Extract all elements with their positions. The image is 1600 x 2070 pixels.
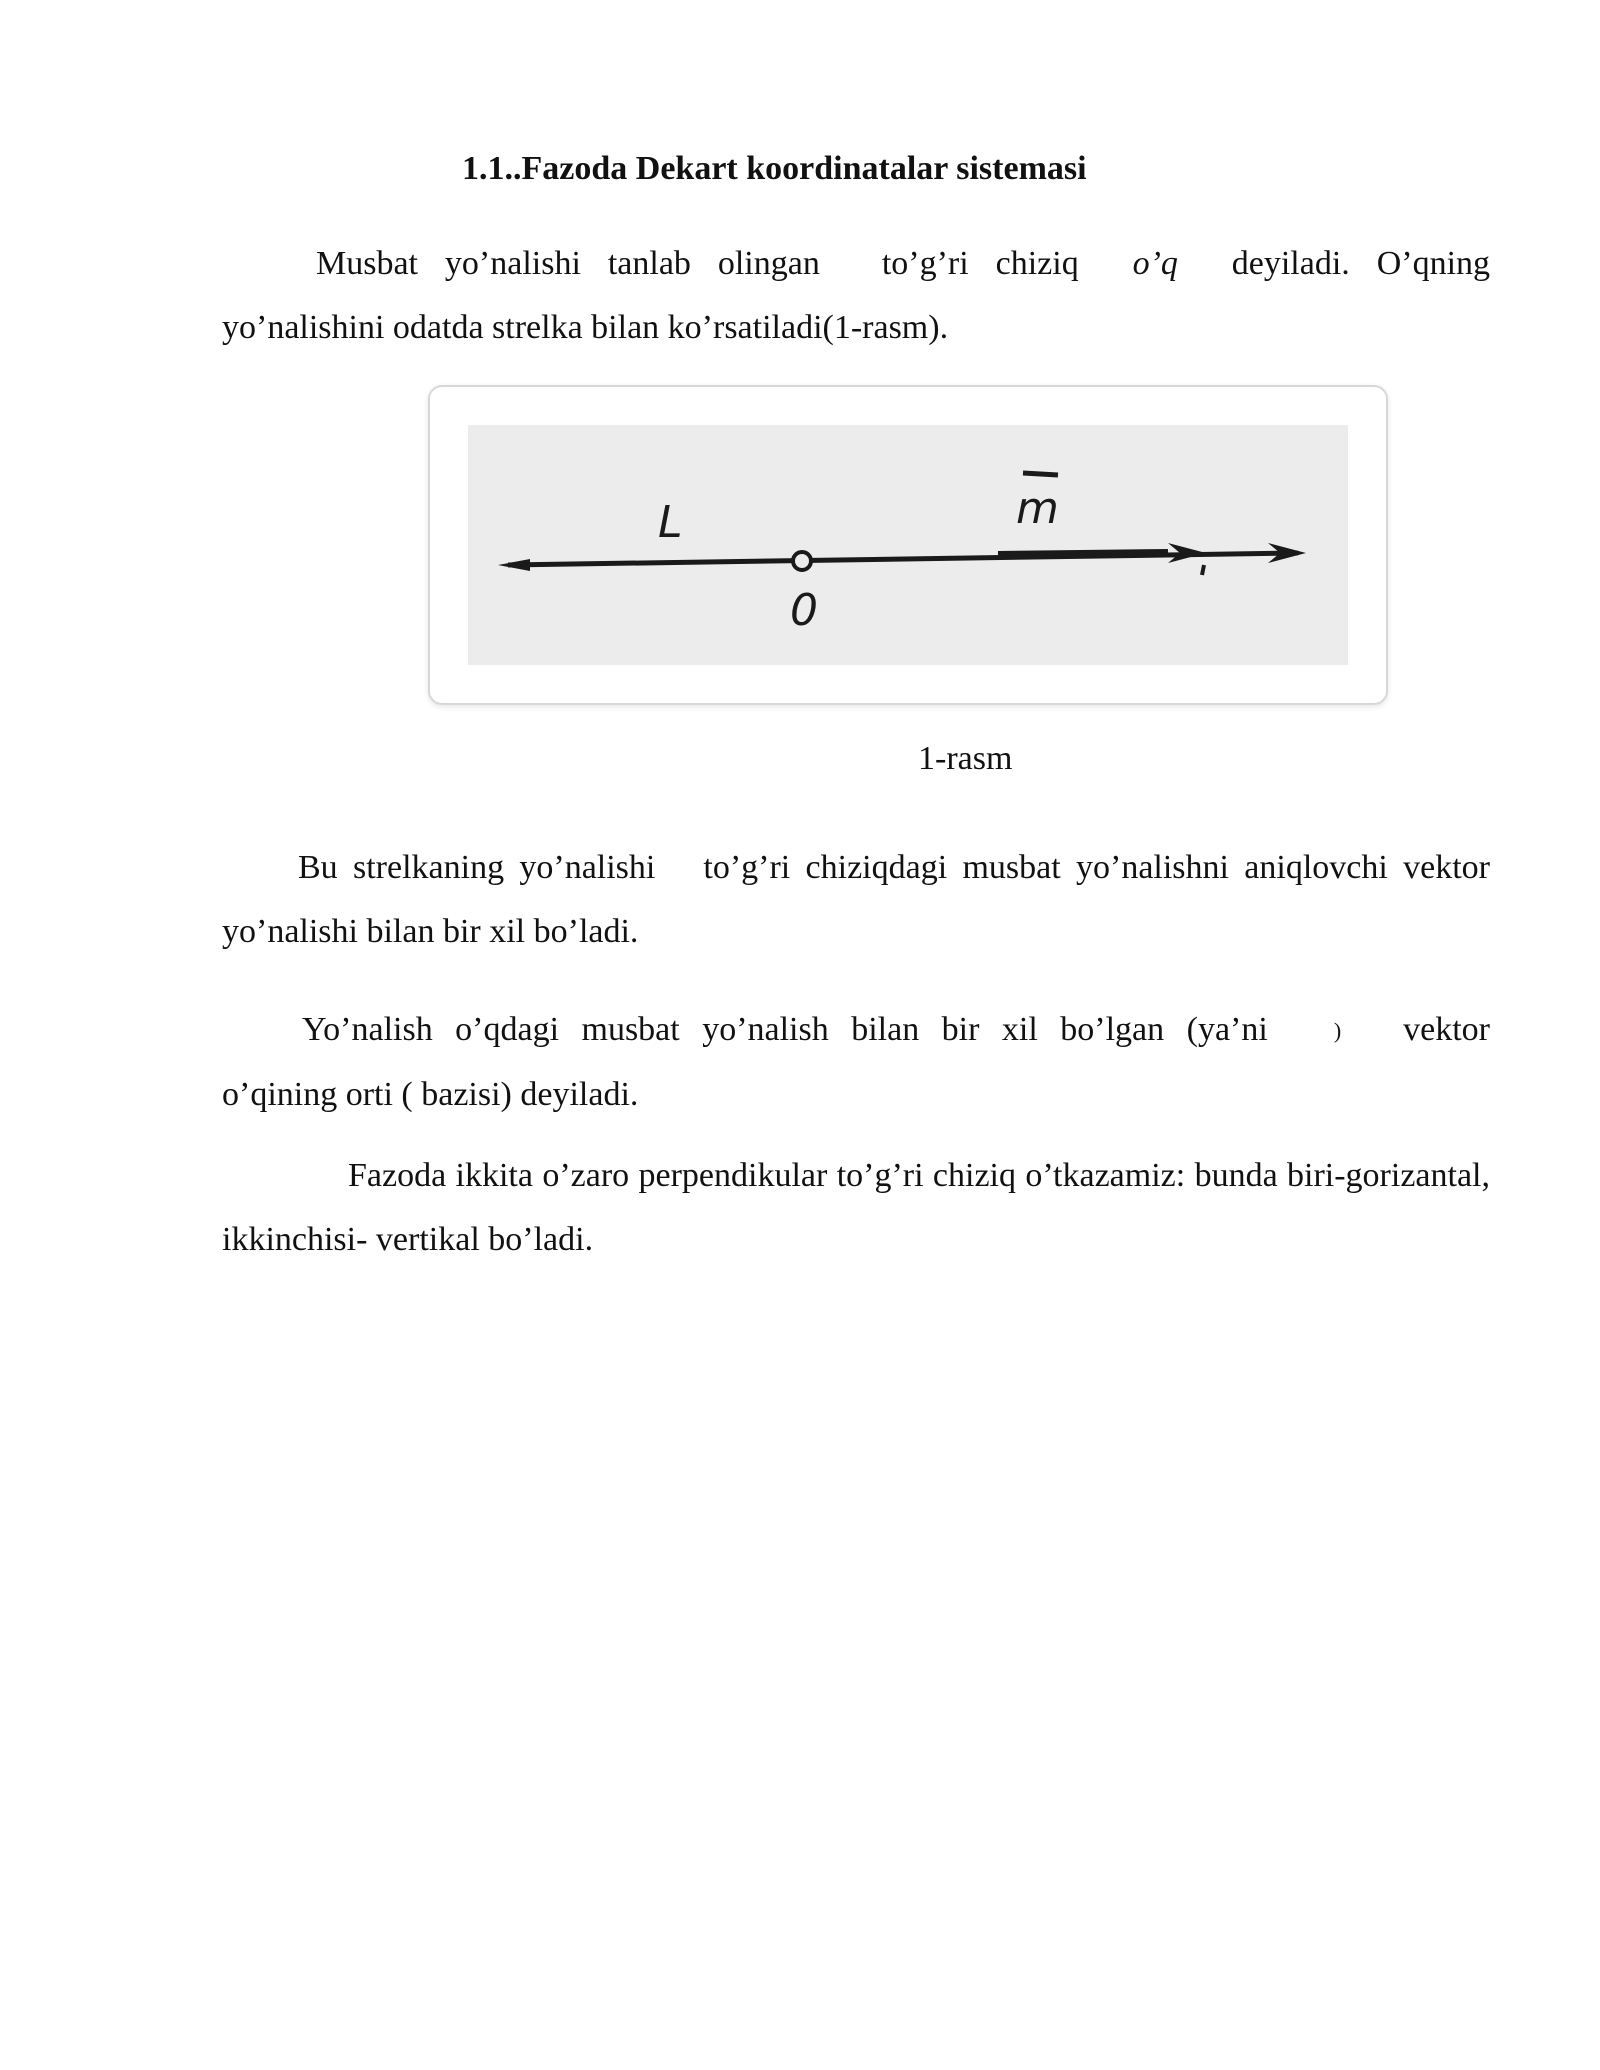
p2-part1: Bu strelkaning yo’nalishi: [298, 849, 656, 886]
figure-frame: [428, 385, 1388, 705]
paragraph-axis-basis: [222, 998, 1490, 1127]
origin-point: [793, 552, 811, 570]
p3-part2: vektor o’qining orti ( bazisi) deyiladi.: [222, 1011, 1490, 1113]
tick-mark: [1202, 565, 1204, 575]
paragraph-axis-definition: [222, 232, 1490, 360]
p1-part3: deyiladi. O’qning yo’nalishini odatda strelka bilan ko’rsatiladi(1-rasm).: [222, 245, 1491, 346]
axis-diagram-svg: [468, 425, 1348, 665]
label-l: L: [658, 497, 683, 548]
p4-text: Fazoda ikkita o’zaro perpendikular to’g’ri chiziq o’tkazamiz: bunda biri-gorizantal, ikkinchisi- vertikal bo’ladi.: [222, 1157, 1490, 1258]
paragraph-perpendicular-lines: [222, 1144, 1490, 1272]
p1-term-axis: o’q: [1132, 245, 1178, 282]
p1-part1: Musbat yo’nalishi tanlab olingan: [316, 245, 820, 282]
p3-paren: ): [1333, 1018, 1342, 1043]
label-m: m: [1016, 483, 1059, 534]
label-origin: 0: [790, 585, 818, 636]
figure-axis-diagram: [468, 425, 1348, 665]
p2-part2: to’g’ri chiziqdagi musbat yo’nalishni aniqlovchi vektor yo’nalishi bilan bir xil bo’ladi.: [222, 849, 1490, 950]
unit-vector-segment: [998, 553, 1168, 555]
paragraph-arrow-direction: [222, 836, 1490, 964]
p1-part2: to’g’ri chiziq: [881, 245, 1079, 282]
page-title: 1.1..Fazoda Dekart koordinatalar sistemasi: [462, 150, 1087, 187]
p3-part1: Yo’nalish o’qdagi musbat yo’nalish bilan bir xil bo’lgan (ya’ni: [302, 1011, 1268, 1048]
figure-caption: 1-rasm: [918, 740, 1013, 777]
vector-bar: [1023, 473, 1058, 475]
